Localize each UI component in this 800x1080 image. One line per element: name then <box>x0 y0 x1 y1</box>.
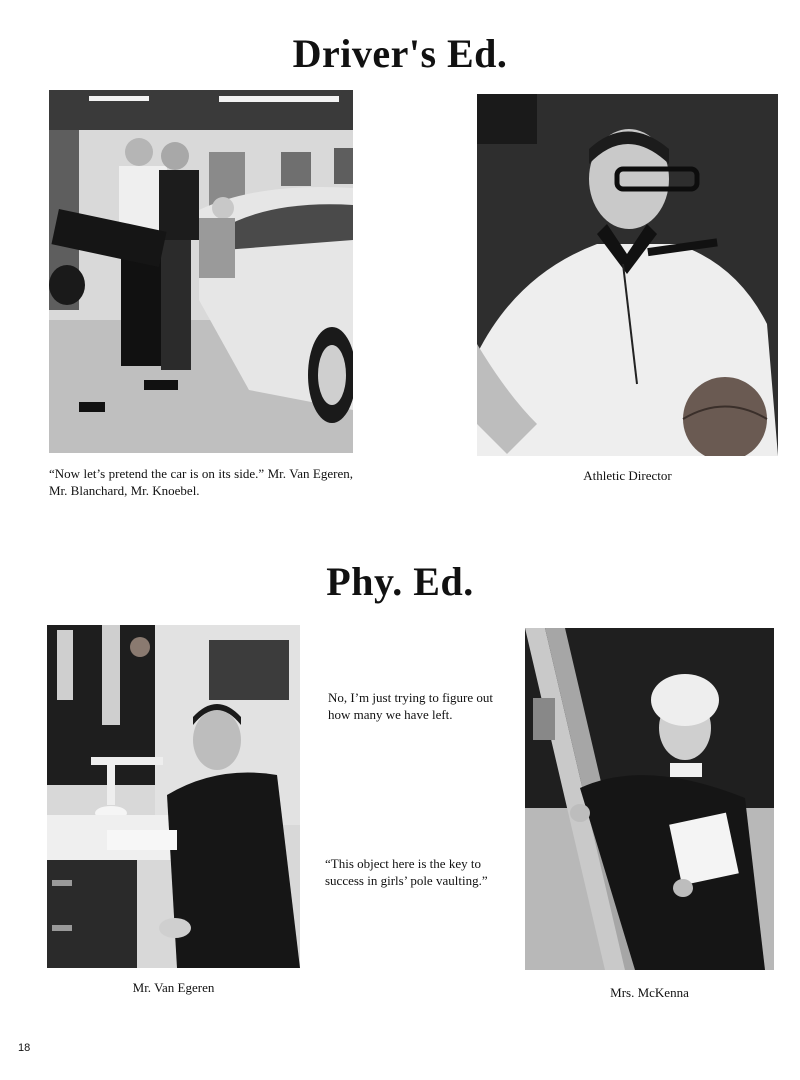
caption-athletic-director: Athletic Director <box>583 468 672 483</box>
phy-ed-title: Phy. Ed. <box>326 559 474 604</box>
caption-garage-photo: “Now let’s pretend the car is on its side.” Mr. Van Egeren, Mr. Blanchard, Mr. Knoebel. <box>49 466 353 498</box>
page-number: 18 <box>18 1042 31 1054</box>
caption-van-egeren: Mr. Van Egeren <box>132 980 215 995</box>
quote-figure-out: No, I’m just trying to figure out how many we have left. <box>328 690 494 722</box>
photo-mckenna-ladder-image <box>525 628 774 970</box>
drivers-ed-title: Driver's Ed. <box>292 31 508 76</box>
photo-garage-car <box>49 90 353 453</box>
quote-pole-vaulting: “This object here is the key to success in girls’ pole vaulting.” <box>325 856 488 888</box>
photo-van-egeren-desk-image <box>47 625 300 968</box>
photo-garage-car-image <box>49 90 353 453</box>
photo-athletic-director <box>477 94 778 456</box>
photo-van-egeren-desk <box>47 625 300 968</box>
photo-mckenna-ladder <box>525 628 774 970</box>
photo-athletic-director-image <box>477 94 778 456</box>
caption-mckenna: Mrs. McKenna <box>610 985 689 1000</box>
